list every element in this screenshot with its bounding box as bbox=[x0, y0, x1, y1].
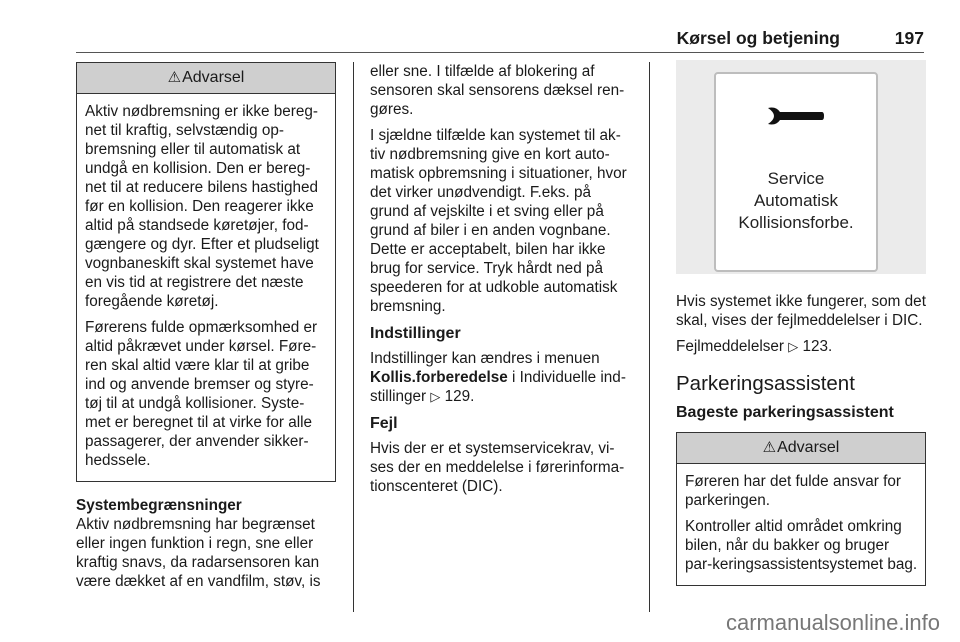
page-ref-link[interactable]: 123. bbox=[802, 338, 833, 355]
warning-paragraph: Kontroller altid området omkring bilen, når du bakker og bruger par-keringsassistentsystemet bag. bbox=[685, 518, 918, 573]
wrench-icon bbox=[766, 104, 826, 128]
warning-paragraph: Føreren har det fulde ansvar for parkeringen. bbox=[685, 473, 901, 509]
warning-body bbox=[77, 94, 335, 481]
page-header bbox=[76, 26, 924, 53]
dic-line: Automatisk bbox=[753, 191, 839, 210]
settings-text: i Individuelle ind-stillinger bbox=[370, 369, 626, 405]
settings-heading: Indstillinger bbox=[370, 325, 461, 342]
warning-header bbox=[677, 433, 925, 464]
warning-title: Advarsel bbox=[777, 439, 840, 456]
sub-heading: Bageste parkeringsassistent bbox=[676, 404, 894, 421]
column-divider bbox=[353, 62, 354, 612]
dic-screen bbox=[714, 72, 878, 272]
warning-icon: ⚠ bbox=[167, 69, 182, 86]
warning-paragraph: Aktiv nødbremsning er ikke bereg-net til kraftig, selvstændig op-bremsning eller til automatisk at undgå en kollision. Den er bereg-net til at reducere bilens hastighed før en kollision. Den reagerer ikke altid på standsede køretøjer, fod-gængere og dyr. Efter et pludseligt vognbaneskift skal systemet have en vis tid at registrere det næste foregående køretøj. bbox=[85, 103, 319, 310]
column-divider bbox=[649, 62, 650, 612]
page-ref-arrow-icon: ▷ bbox=[430, 389, 441, 404]
warning-icon: ⚠ bbox=[762, 439, 777, 456]
dic-line: Service bbox=[767, 169, 825, 188]
paragraph-text: Fejlmeddelelser bbox=[676, 338, 789, 355]
dic-display-figure bbox=[676, 60, 926, 274]
menu-name: Kollis.forberedelse bbox=[370, 369, 508, 386]
column-middle bbox=[370, 62, 632, 503]
page-ref-link[interactable]: 129. bbox=[444, 388, 475, 405]
page-number: 197 bbox=[894, 28, 924, 48]
section-heading: Parkeringsassistent bbox=[676, 372, 855, 395]
dic-line: Kollisionsforbe. bbox=[738, 213, 854, 232]
settings-text: Indstillinger kan ændres i menuen bbox=[370, 350, 600, 367]
paragraph bbox=[676, 337, 926, 356]
dic-message bbox=[716, 168, 876, 234]
warning-box bbox=[76, 62, 336, 482]
column-left bbox=[76, 62, 336, 591]
footer-watermark: carmanualsonline.info bbox=[725, 610, 940, 635]
paragraph: I sjældne tilfælde kan systemet til ak-tiv nødbremsning give en kort auto-matisk opbremsning i situationer, hvor det virker unødvendigt. F.eks. på grund af vejskilte i et sving eller på grund af biler i en anden vognbane. Dette er acceptabelt, bilen har ikke brug for service. Tryk hårdt ned på speederen for at udkoble automatisk bremsning. bbox=[370, 127, 627, 315]
limits-heading: Systembegrænsninger bbox=[76, 497, 242, 514]
settings-paragraph bbox=[370, 349, 632, 406]
warning-header bbox=[77, 63, 335, 94]
warning-paragraph: Førerens fulde opmærksomhed er altid påkrævet under kørsel. Føre-ren skal altid være klar til at gribe ind og anvende bremser og styre-tøj til at undgå kollisioner. Syste-met er beregnet til at virke for alle passagerer, der anvender sikker-hedssele. bbox=[85, 319, 318, 469]
error-heading: Fejl bbox=[370, 415, 398, 432]
warning-title: Advarsel bbox=[182, 69, 245, 86]
warning-box bbox=[676, 432, 926, 586]
paragraph: eller sne. I tilfælde af blokering af sensoren skal sensorens dæksel ren-gøres. bbox=[370, 63, 625, 118]
header-title: Kørsel og betjening bbox=[676, 28, 840, 48]
limits-text: Aktiv nødbremsning har begrænset eller ingen funktion i regn, sne eller kraftig snavs, da radarsensoren kan være dækket af en vandfilm, støv, is bbox=[76, 516, 321, 590]
paragraph: Hvis systemet ikke fungerer, som det skal, vises der fejlmeddelelser i DIC. bbox=[676, 293, 926, 329]
error-text: Hvis der er et systemservicekrav, vi-ses der en meddelelse i førerinforma-tionscenteret (DIC). bbox=[370, 440, 625, 495]
column-right bbox=[676, 62, 926, 586]
warning-body bbox=[677, 464, 925, 585]
page-ref-arrow-icon: ▷ bbox=[788, 339, 799, 354]
